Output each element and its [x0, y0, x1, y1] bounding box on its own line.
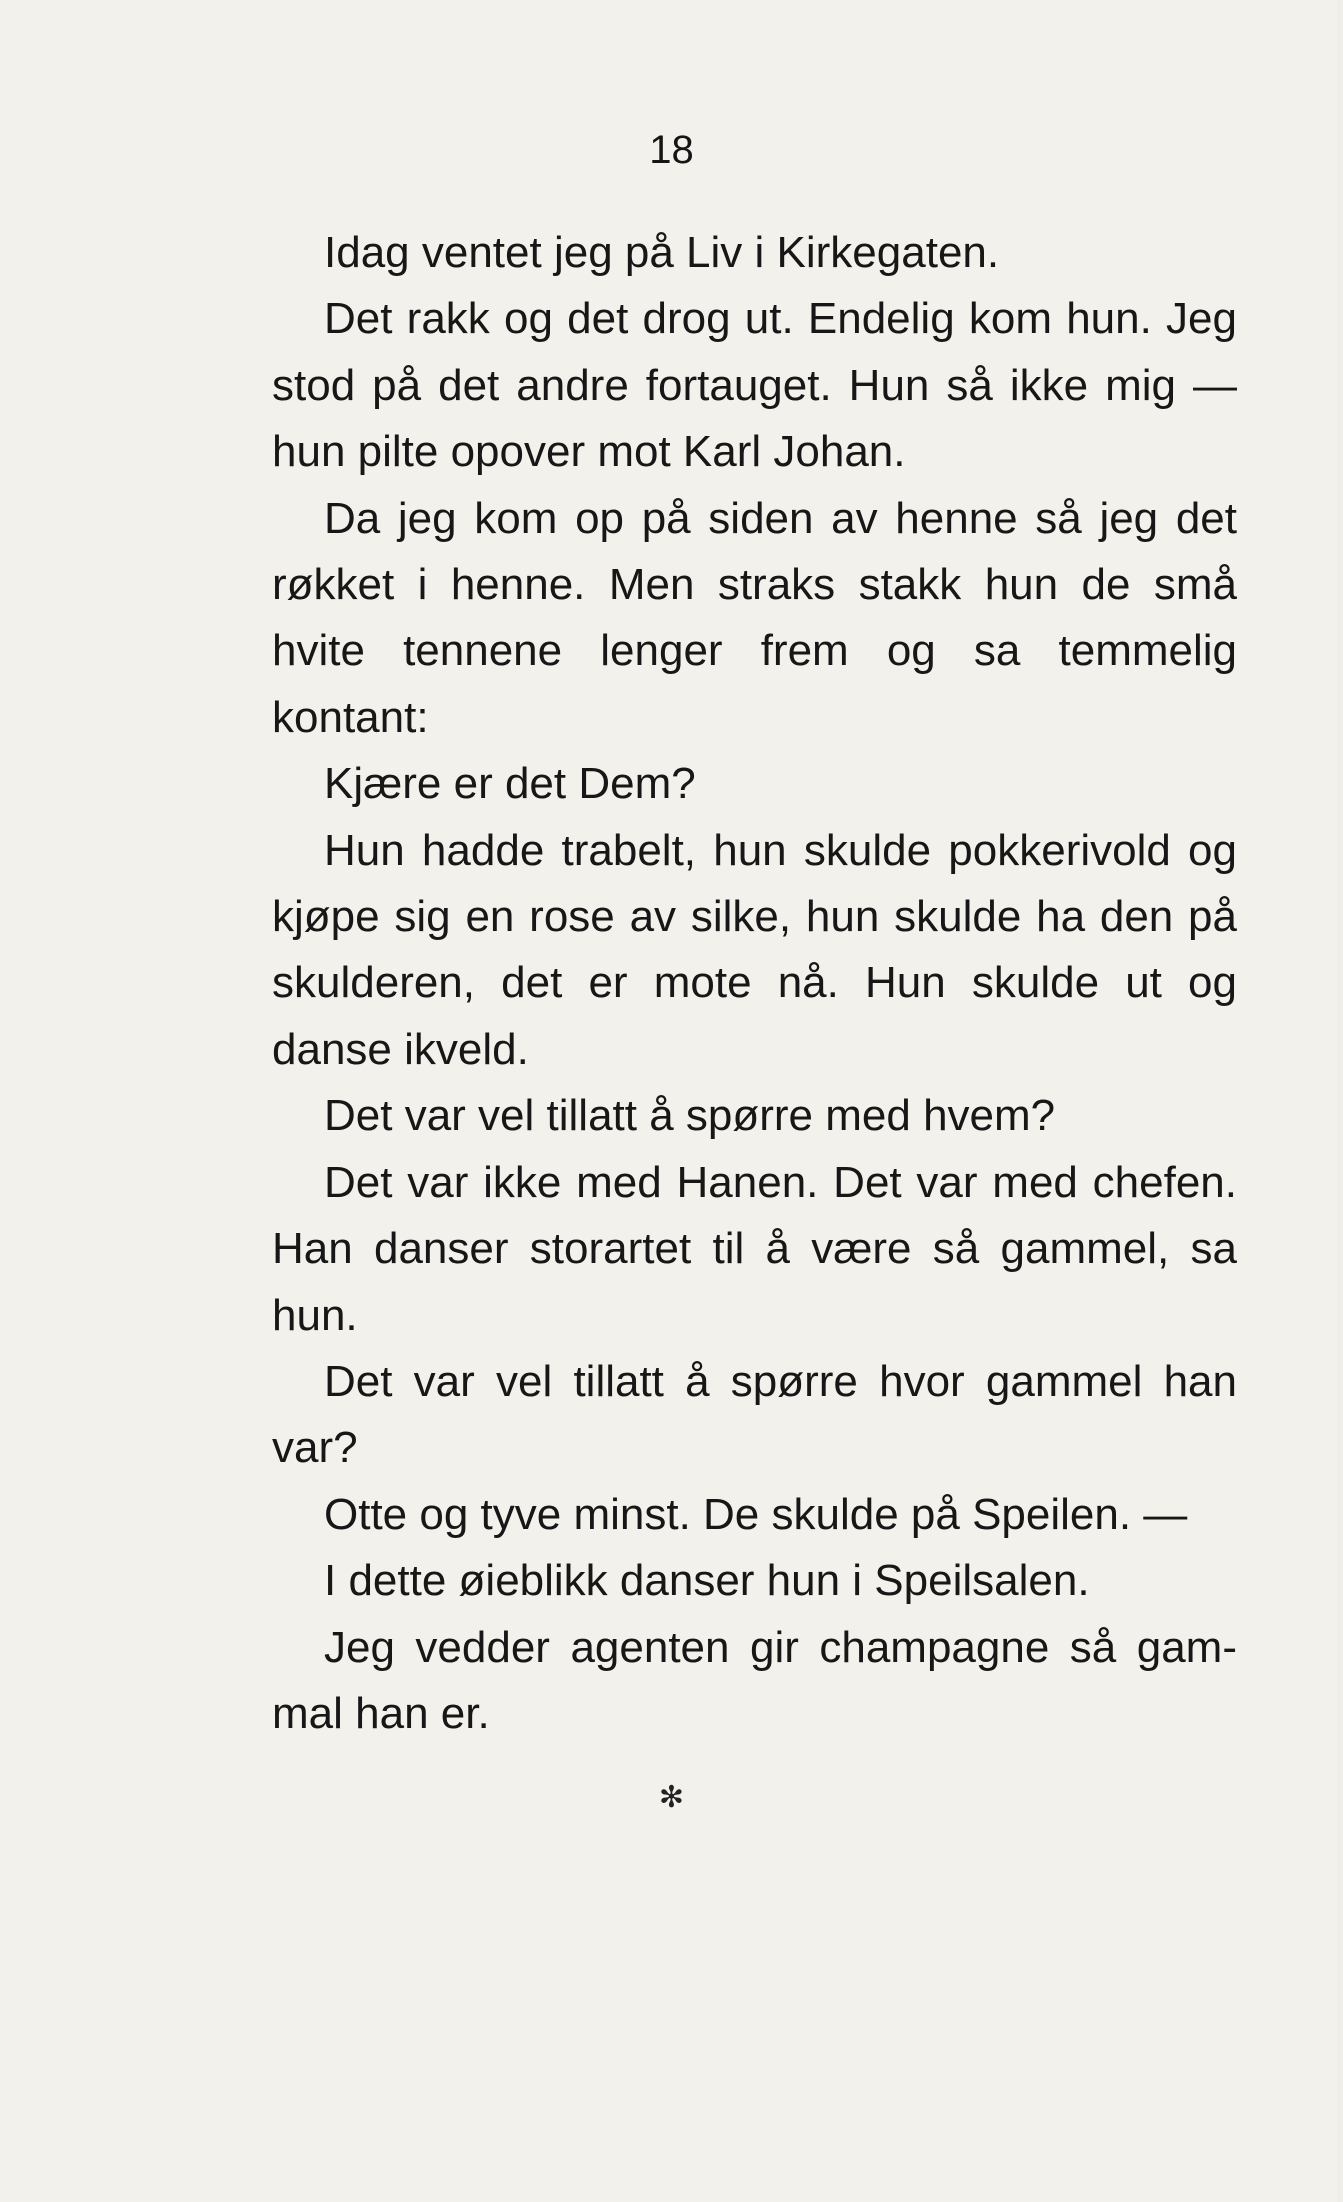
paragraph: Da jeg kom op på siden av henne så jeg det røkket i henne. Men straks stakk hun de små hvite tennene lenger frem og sa temmelig kontant: [272, 493, 1237, 742]
section-separator-asterisk: ✻ [658, 1780, 685, 1815]
paragraph: Jeg vedder agenten gir champagne så gammal han er. [272, 1622, 1237, 1738]
paragraph: I dette øieblikk danser hun i Speilsalen. [324, 1556, 1090, 1606]
paragraph: Det var vel tillatt å spørre med hvem? [324, 1091, 1056, 1141]
paragraph: Idag ventet jeg på Liv i Kirkegaten. [324, 228, 1000, 277]
paragraph: Otte og tyve minst. De skulde på Speilen. — [324, 1489, 1188, 1539]
paragraph: Hun hadde trabelt, hun skulde pokkerivold og kjøpe sig en rose av silke, hun skulde ha den på skulderen, det er mote nå. Hun skulde ut og danse ikveld. [272, 825, 1237, 1074]
page-number: 18 [649, 128, 694, 172]
paragraph: Det var ikke med Hanen. Det var med chefen. Han danser storartet til å være så gammel, sa hun. [272, 1157, 1237, 1340]
paragraph: Det rakk og det drog ut. Endelig kom hun. Jeg stod på det andre fortauget. Hun så ikke mig — hun pilte opover mot Karl Johan. [272, 294, 1237, 477]
paragraph: Kjære er det Dem? [324, 759, 696, 809]
body-text [272, 220, 1237, 1747]
paragraph: Det var vel tillatt å spørre hvor gammel han var? [272, 1356, 1237, 1473]
